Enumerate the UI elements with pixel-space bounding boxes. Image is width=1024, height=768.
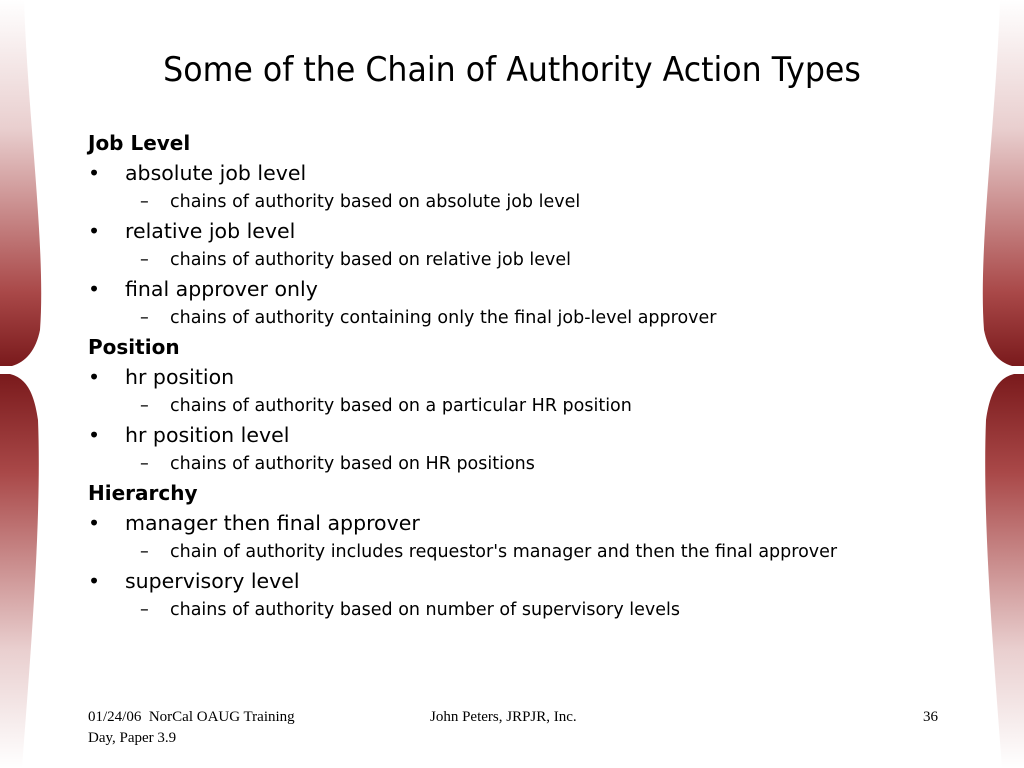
dash-marker: –	[140, 308, 149, 328]
bullet-marker: •	[88, 365, 101, 389]
sub-item	[88, 246, 968, 274]
sub-item-text: chains of authority based on a particular HR position	[170, 396, 632, 416]
sub-item-text: chains of authority based on relative job level	[170, 250, 571, 270]
bullet-item	[88, 158, 968, 188]
dash-marker: –	[140, 454, 149, 474]
bullet-marker: •	[88, 161, 101, 185]
sub-item	[88, 538, 968, 566]
left-curtain-decoration	[0, 0, 48, 768]
sub-item-text: chains of authority based on HR positions	[170, 454, 535, 474]
bullet-item	[88, 420, 968, 450]
footer-page-number: 36	[923, 709, 938, 725]
footer-date-line-1: 01/24/06 NorCal OAUG Training	[88, 709, 295, 725]
bullet-item	[88, 216, 968, 246]
sub-item	[88, 304, 968, 332]
slide-title: Some of the Chain of Authority Action Types	[163, 50, 861, 90]
sub-item	[88, 392, 968, 420]
right-curtain-decoration	[976, 0, 1024, 768]
sub-item	[88, 188, 968, 216]
bullet-text: manager then final approver	[125, 511, 420, 535]
sub-item	[88, 596, 968, 624]
bullet-item	[88, 362, 968, 392]
bullet-marker: •	[88, 511, 101, 535]
dash-marker: –	[140, 192, 149, 212]
section-heading-job-level: Job Level	[88, 131, 191, 155]
dash-marker: –	[140, 542, 149, 562]
sub-item-text: chains of authority containing only the final job-level approver	[170, 308, 717, 328]
sub-item	[88, 450, 968, 478]
bullet-item	[88, 566, 968, 596]
bullet-text: hr position	[125, 365, 235, 389]
sub-item-text: chains of authority based on absolute job level	[170, 192, 581, 212]
dash-marker: –	[140, 396, 149, 416]
section-heading-hierarchy: Hierarchy	[88, 481, 198, 505]
section-heading-position: Position	[88, 335, 180, 359]
footer-author: John Peters, JRPJR, Inc.	[430, 709, 577, 725]
dash-marker: –	[140, 250, 149, 270]
slide-content	[88, 128, 968, 624]
bullet-item	[88, 274, 968, 304]
bullet-item	[88, 508, 968, 538]
sub-item-text: chain of authority includes requestor's manager and then the final approver	[170, 542, 838, 562]
footer-date-event	[88, 707, 338, 749]
bullet-text: final approver only	[125, 277, 318, 301]
dash-marker: –	[140, 600, 149, 620]
bullet-marker: •	[88, 569, 101, 593]
bullet-marker: •	[88, 277, 101, 301]
bullet-text: hr position level	[125, 423, 290, 447]
footer-date-line-2: Day, Paper 3.9	[88, 730, 177, 746]
bullet-text: supervisory level	[125, 569, 300, 593]
bullet-text: absolute job level	[125, 161, 307, 185]
sub-item-text: chains of authority based on number of supervisory levels	[170, 600, 681, 620]
bullet-text: relative job level	[125, 219, 296, 243]
bullet-marker: •	[88, 219, 101, 243]
bullet-marker: •	[88, 423, 101, 447]
